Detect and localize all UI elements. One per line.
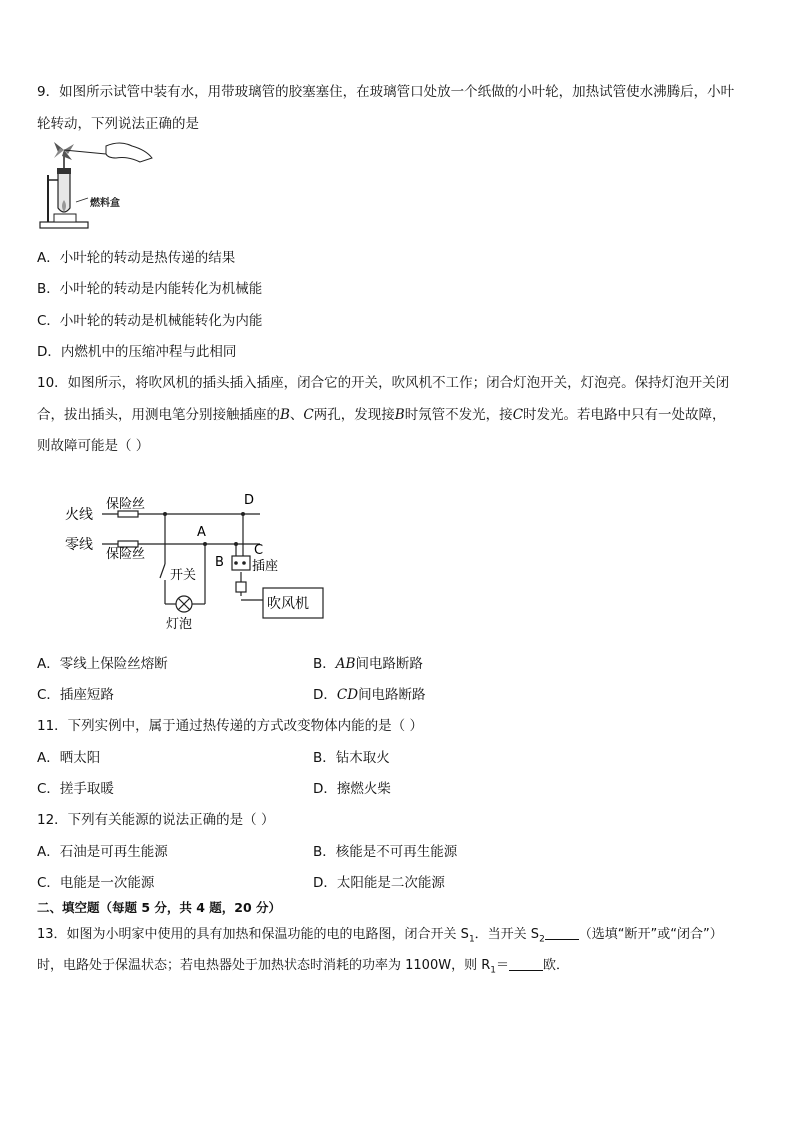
neutral-wire-label: 零线 [65,537,93,553]
q10-option-d: D．CD间电路断路 [313,687,426,703]
q11-stem: 11．下列实例中，属于通过热传递的方式改变物体内能的是（ ） [37,718,423,734]
socket-hole-b [234,561,238,565]
q12-option-b: B．核能是不可再生能源 [313,844,458,860]
point-a-label: A [197,525,206,540]
pinwheel [54,142,106,160]
junction-d [241,512,245,516]
q12-option-a: A．石油是可再生能源 [37,844,168,860]
q10-stem-line2: 合，拔出插头，用测电笔分别接触插座的B、C两孔，发现接B时氖管不发光，接C时发光。若电路中只有一处故障， [37,407,726,423]
junction-a [203,542,207,546]
socket-label: 插座 [252,559,279,574]
switch-blade [160,564,165,578]
q9-test-tube-figure [36,140,166,240]
rubber-stopper [57,168,71,174]
q12-stem: 12．下列有关能源的说法正确的是（ ） [37,812,275,828]
fuel-box-label: 燃料盒 [90,198,120,209]
q9-option-a: A．小叶轮的转动是热传递的结果 [37,250,236,266]
point-b-label: B [215,555,224,570]
live-wire-label: 火线 [65,507,93,523]
point-d-label: D [244,493,255,508]
q10-stem-line1: 10．如图所示，将吹风机的插头插入插座，闭合它的开关，吹风机不工作；闭合灯泡开关，灯泡亮。保持灯泡开关闭 [37,375,730,391]
junction-1 [163,512,167,516]
q13-blank-2[interactable] [509,957,543,971]
socket-hole-c [242,561,246,565]
q11-option-b: B．钻木取火 [313,750,390,766]
q11-option-d: D．擦燃火柴 [313,781,391,797]
junction-c [234,542,238,546]
bulb-label: 灯泡 [166,617,193,632]
plug [236,582,246,592]
q10-option-a: A．零线上保险丝熔断 [37,656,168,672]
q9-stem-line1: 9．如图所示试管中装有水，用带玻璃管的胶塞塞住，在玻璃管口处放一个纸做的小叶轮，加热试管使水沸腾后，小叶 [37,84,735,100]
q9-option-c: C．小叶轮的转动是机械能转化为内能 [37,313,263,329]
q10-circuit-diagram [60,488,340,633]
q9-option-d: D．内燃机中的压缩冲程与此相同 [37,344,237,360]
label-pointer [76,198,88,202]
q11-option-c: C．搓手取暖 [37,781,114,797]
q13-blank-1[interactable] [545,926,579,940]
q11-option-a: A．晒太阳 [37,750,101,766]
q9-stem-line2: 轮转动，下列说法正确的是 [37,116,199,132]
point-c-label: C [254,543,264,558]
q12-option-c: C．电能是一次能源 [37,875,155,891]
q12-option-d: D．太阳能是二次能源 [313,875,445,891]
fuel-box [54,214,76,222]
section-heading-fill-in: 二、填空题（每题 5 分，共 4 题，20 分） [37,900,282,915]
fuse1-label: 保险丝 [106,497,146,512]
switch-label: 开关 [170,568,197,583]
q13-stem-line1: 13．如图为小明家中使用的具有加热和保温功能的电的电路图，闭合开关 $S_1$．当开关 $S_2$ （选填“断开”或“闭合”） [37,927,723,945]
dryer-label: 吹风机 [267,596,309,612]
fuse2-label: 保险丝 [106,547,146,562]
q9-option-b: B．小叶轮的转动是内能转化为机械能 [37,281,263,297]
hand [106,143,152,162]
q10-option-c: C．插座短路 [37,687,114,703]
stand-base [40,222,88,228]
q10-option-b: B．AB间电路断路 [313,656,423,672]
q13-stem-line2: 时，电路处于保温状态；若电热器处于加热状态时消耗的功率为 1100W，则 $R_1=$ 欧． [37,958,570,976]
q10-stem-line3: 则故障可能是（ ） [37,438,150,454]
